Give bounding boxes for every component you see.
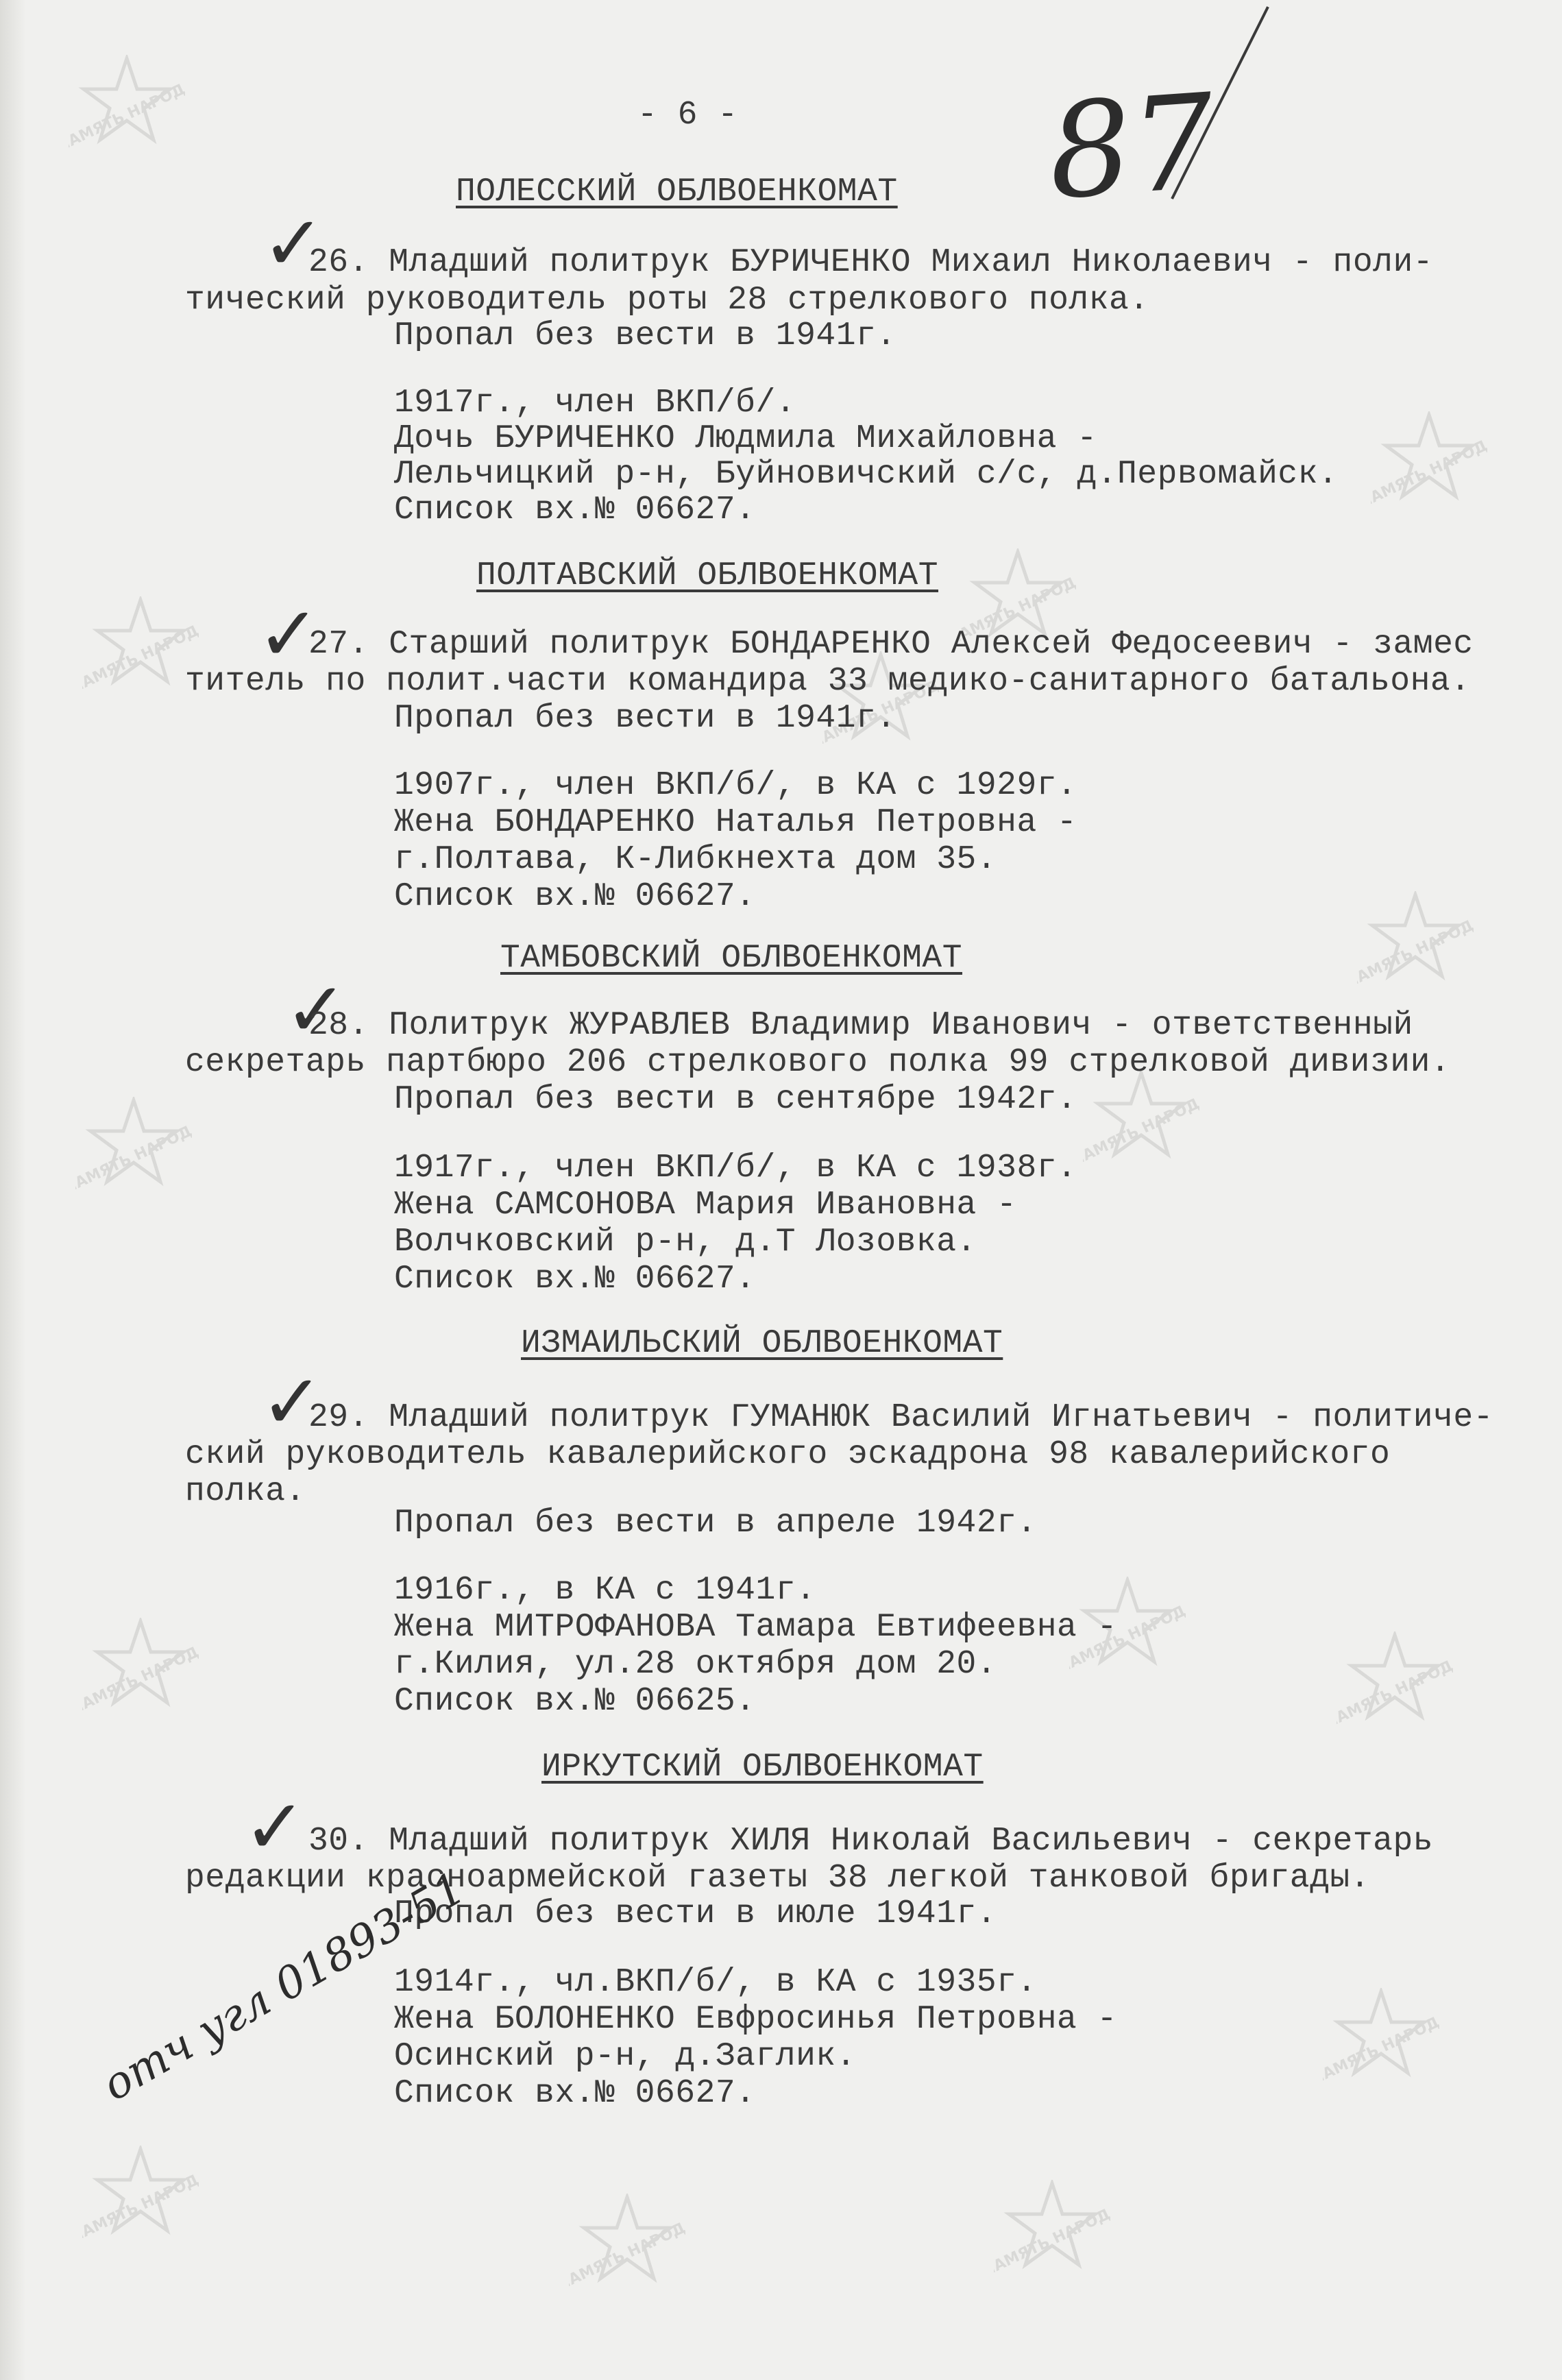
entry-29-line-2: ский руководитель кавалерийского эскадрона 98 кавалерийского (185, 1436, 1391, 1473)
watermark-stamp (994, 2180, 1110, 2283)
entry-27-line-3: Пропал без вести в 1941г. (394, 700, 896, 737)
watermark-stamp (569, 2194, 685, 2296)
svg-text:ПАМЯТЬ НАРОДА: ПАМЯТЬ НАРОДА (822, 672, 939, 752)
entry-30-line-6: Осинский р-н, д.Заглик. (394, 2038, 857, 2075)
watermark-stamp (75, 1097, 192, 1200)
entry-30-line-4: 1914г., чл.ВКП/б/, в КА с 1935г. (394, 1964, 1037, 2001)
watermark-stamp (82, 1618, 199, 1721)
check-mark-icon: ✓ (284, 966, 348, 1054)
watermark-stamp (1357, 891, 1474, 994)
entry-29-line-8: Список вх.№ 06625. (394, 1683, 756, 1720)
entry-26-line-2: тический руководитель роты 28 стрелкового полка. (185, 282, 1149, 319)
entry-28-line-1: 28. Политрук ЖУРАВЛЕВ Владимир Иванович - ответственный (308, 1007, 1413, 1044)
watermark-stamp (82, 596, 199, 699)
entry-30-line-7: Список вх.№ 06627. (394, 2075, 756, 2112)
entry-30-line-2: редакции красноармейской газеты 38 легкой танковой бригады. (185, 1860, 1370, 1897)
entry-27-line-6: г.Полтава, К-Либкнехта дом 35. (394, 841, 997, 878)
check-mark-icon: ✓ (257, 590, 321, 678)
section-heading-tambov: ТАМБОВСКИЙ ОБЛВОЕНКОМАТ (500, 940, 963, 977)
svg-text:ПАМЯТЬ НАРОДА: ПАМЯТЬ НАРОДА (1323, 2008, 1439, 2089)
entry-30-line-3: Пропал без вести в июле 1941г. (394, 1895, 997, 1932)
entry-26-line-3: Пропал без вести в 1941г. (394, 317, 896, 354)
watermark-stamp (1337, 1631, 1453, 1734)
svg-text:ПАМЯТЬ НАРОДА: ПАМЯТЬ НАРОДА (1069, 1597, 1186, 1677)
check-mark-icon: ✓ (243, 1783, 307, 1871)
check-mark-icon: ✓ (262, 199, 326, 287)
svg-text:ПАМЯТЬ НАРОДА: ПАМЯТЬ НАРОДА (1371, 432, 1487, 512)
section-heading-poltava: ПОЛТАВСКИЙ ОБЛВОЕНКОМАТ (476, 557, 939, 594)
entry-26-line-6: Лельчицкий р-н, Буйновичский с/с, д.Первомайск. (394, 456, 1339, 493)
entry-27-line-7: Список вх.№ 06627. (394, 878, 756, 915)
entry-28-line-4: 1917г., член ВКП/б/, в КА с 1938г. (394, 1150, 1077, 1187)
entry-27-line-2: титель по полит.части командира 33 медико-санитарного батальона. (185, 663, 1471, 700)
entry-26-line-5: Дочь БУРИЧЕНКО Людмила Михайловна - (394, 420, 1097, 457)
entry-27-line-1: 27. Старший политрук БОНДАРЕНКО Алексей Федосеевич - замес (308, 626, 1474, 663)
watermark-stamp (1083, 1069, 1199, 1172)
svg-text:ПАМЯТЬ НАРОДА: ПАМЯТЬ НАРОДА (75, 1117, 192, 1198)
entry-27-line-5: Жена БОНДАРЕНКО Наталья Петровна - (394, 804, 1077, 841)
entry-30-line-5: Жена БОЛОНЕНКО Евфросинья Петровна - (394, 2001, 1117, 2038)
edge-shadow (0, 0, 26, 2380)
entry-28-line-5: Жена САМСОНОВА Мария Ивановна - (394, 1187, 1017, 1224)
svg-text:ПАМЯТЬ НАРОДА: ПАМЯТЬ НАРОДА (960, 569, 1076, 649)
entry-28-line-6: Волчковский р-н, д.Т Лозовка. (394, 1224, 977, 1261)
pen-stroke (1165, 0, 1275, 206)
entry-29-line-4: Пропал без вести в апреле 1942г. (394, 1505, 1037, 1542)
handwritten-page-number: 87 (1043, 65, 1220, 229)
svg-text:ПАМЯТЬ НАРОДА: ПАМЯТЬ НАРОДА (82, 2166, 199, 2246)
check-mark-icon: ✓ (260, 1358, 324, 1446)
entry-28-line-2: секретарь партбюро 206 стрелкового полка 99 стрелковой дивизии. (185, 1044, 1451, 1081)
entry-29-line-5: 1916г., в КА с 1941г. (394, 1572, 816, 1609)
section-heading-polessky: ПОЛЕССКИЙ ОБЛВОЕНКОМАТ (456, 173, 898, 210)
entry-29-line-7: г.Килия, ул.28 октября дом 20. (394, 1646, 997, 1683)
svg-text:ПАМЯТЬ НАРОДА: ПАМЯТЬ НАРОДА (1357, 912, 1474, 992)
entry-30-line-1: 30. Младший политрук ХИЛЯ Николай Васильевич - секретарь (308, 1823, 1434, 1860)
section-heading-irkutsk: ИРКУТСКИЙ ОБЛВОЕНКОМАТ (541, 1749, 984, 1786)
svg-text:ПАМЯТЬ НАРОДА: ПАМЯТЬ НАРОДА (69, 75, 185, 156)
svg-text:ПАМЯТЬ НАРОДА: ПАМЯТЬ НАРОДА (1337, 1652, 1453, 1732)
entry-27-line-4: 1907г., член ВКП/б/, в КА с 1929г. (394, 767, 1077, 804)
watermark-stamp (1371, 411, 1487, 514)
page-number: - 6 - (637, 97, 738, 134)
entry-26-line-7: Список вх.№ 06627. (394, 491, 756, 529)
entry-29-line-3: полка. (185, 1473, 306, 1510)
svg-text:ПАМЯТЬ НАРОДА: ПАМЯТЬ НАРОДА (1083, 1090, 1199, 1170)
watermark-stamp (1323, 1988, 1439, 2091)
entry-29-line-1: 29. Младший политрук ГУМАНЮК Василий Игнатьевич - политиче- (308, 1399, 1493, 1436)
entry-29-line-6: Жена МИТРОФАНОВА Тамара Евтифеевна - (394, 1609, 1117, 1646)
handwritten-margin-note: отч угл 01893-51 (94, 1862, 474, 2111)
svg-text:ПАМЯТЬ НАРОДА: ПАМЯТЬ НАРОДА (569, 2214, 685, 2294)
entry-28-line-7: Список вх.№ 06627. (394, 1261, 756, 1298)
watermark-stamp (82, 2146, 199, 2248)
entry-28-line-3: Пропал без вести в сентябре 1942г. (394, 1081, 1077, 1118)
entry-26-line-1: 26. Младший политрук БУРИЧЕНКО Михаил Николаевич - поли- (308, 244, 1434, 281)
entry-26-line-4: 1917г., член ВКП/б/. (394, 385, 796, 422)
svg-text:ПАМЯТЬ НАРОДА: ПАМЯТЬ НАРОДА (82, 617, 199, 697)
svg-text:ПАМЯТЬ НАРОДА: ПАМЯТЬ НАРОДА (82, 1638, 199, 1719)
watermark-stamp (69, 55, 185, 158)
section-heading-izmail: ИЗМАИЛЬСКИЙ ОБЛВОЕНКОМАТ (521, 1325, 1003, 1362)
svg-text:ПАМЯТЬ НАРОДА: ПАМЯТЬ НАРОДА (994, 2200, 1110, 2281)
